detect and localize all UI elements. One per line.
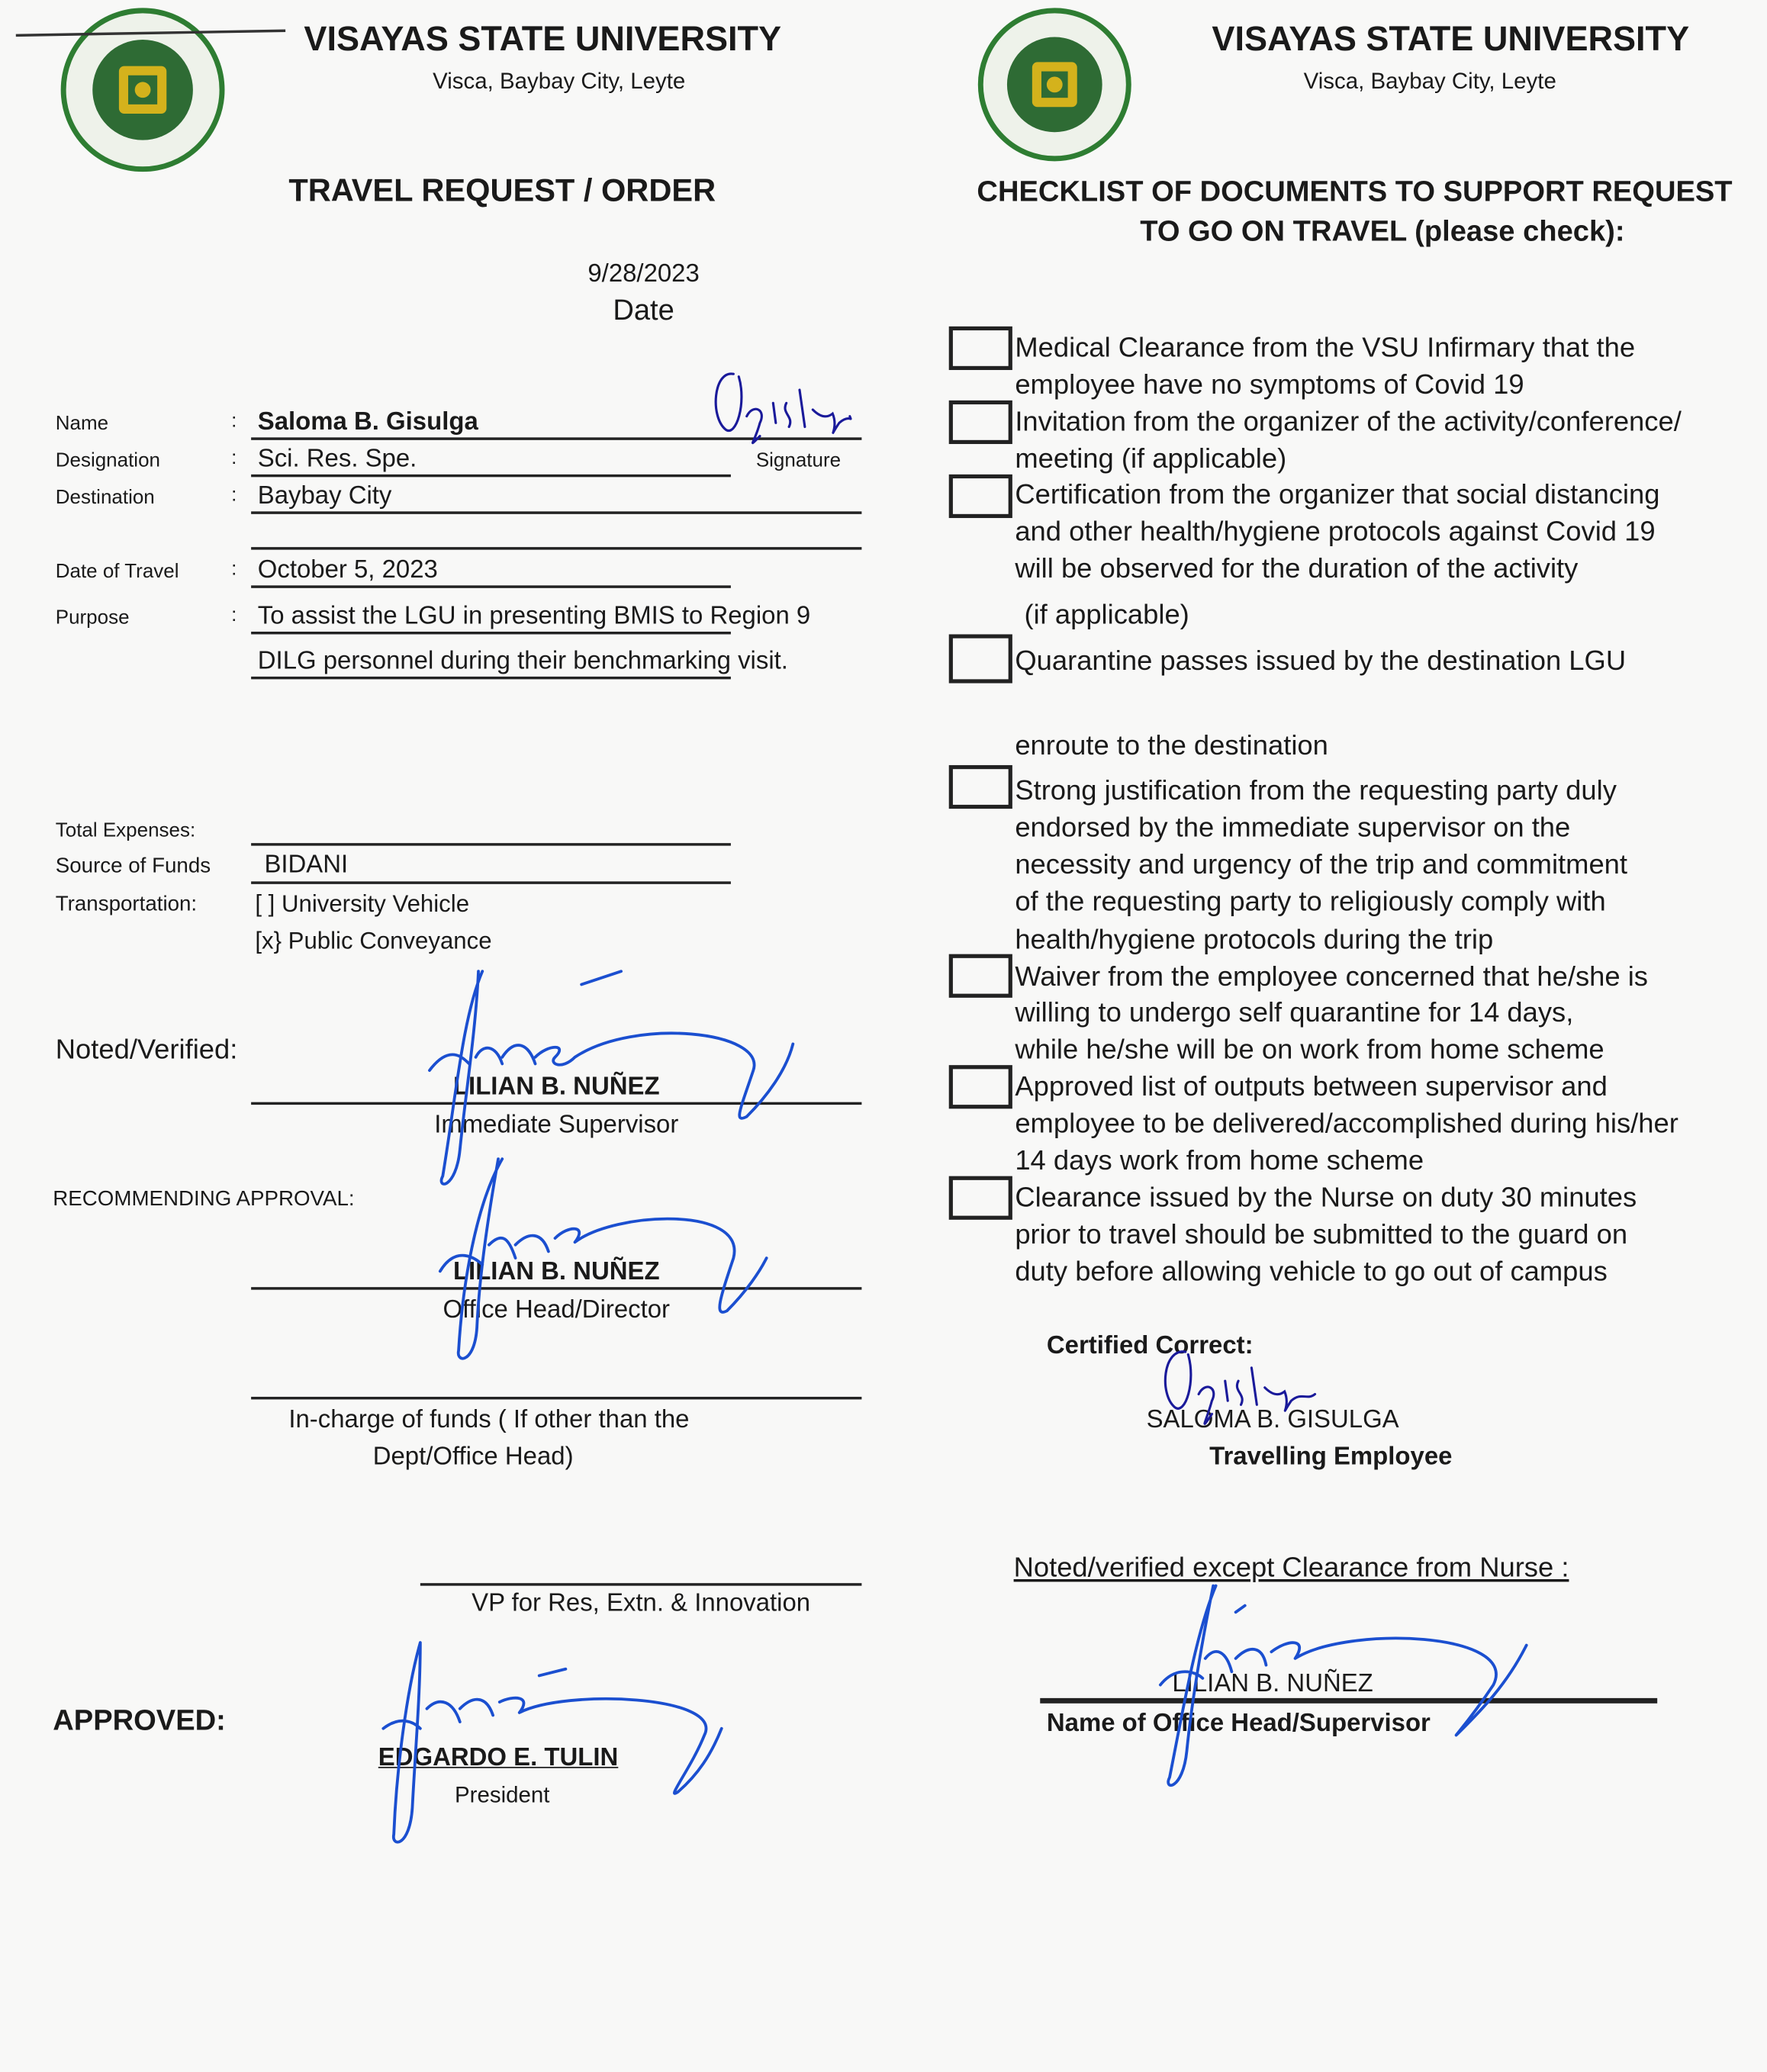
- checklist-item-text: Strong justification from the requesting party duly: [1015, 775, 1617, 806]
- checklist-item-text: Quarantine passes issued by the destination LGU: [1015, 646, 1627, 677]
- colon: :: [231, 557, 237, 581]
- colon: :: [231, 409, 237, 433]
- blank-line: [251, 547, 861, 549]
- certified-correct-label: Certified Correct:: [1046, 1332, 1254, 1360]
- checklist-item-text: meeting (if applicable): [1015, 444, 1287, 475]
- checklist-item-text: and other health/hygiene protocols against Covid 19: [1015, 516, 1656, 548]
- approved-label: APPROVED:: [53, 1703, 226, 1737]
- certified-title: Travelling Employee: [1209, 1443, 1453, 1471]
- name-value: Saloma B. Gisulga: [257, 408, 478, 436]
- university-name-right: VISAYAS STATE UNIVERSITY: [1212, 18, 1690, 59]
- recommending-signatory-name: LILIAN B. NUÑEZ: [452, 1258, 660, 1286]
- transport-public-conveyance: [x} Public Conveyance: [255, 928, 492, 954]
- checklist-item-text: necessity and urgency of the trip and commitment: [1015, 849, 1628, 880]
- destination-line: [251, 511, 861, 513]
- university-seal-right: [970, 8, 1139, 161]
- colon: :: [231, 483, 237, 507]
- name-label: Name: [55, 412, 109, 435]
- vp-signature-line: [420, 1583, 862, 1585]
- office-head-title: Name of Office Head/Supervisor: [1046, 1710, 1431, 1738]
- checklist-item-text: will be observed for the duration of the activity: [1015, 553, 1579, 584]
- checklist-checkbox-justification[interactable]: [949, 765, 1012, 809]
- checklist-item-text: while he/she will be on work from home scheme: [1015, 1034, 1604, 1066]
- vp-title: VP for Res, Extn. & Innovation: [472, 1589, 811, 1618]
- noted-signatory-title: Immediate Supervisor: [434, 1111, 679, 1140]
- form-title: TRAVEL REQUEST / ORDER: [288, 172, 716, 209]
- checklist-checkbox-approved-outputs[interactable]: [949, 1065, 1012, 1108]
- checklist-item-text: (if applicable): [1024, 600, 1189, 631]
- university-name-left: VISAYAS STATE UNIVERSITY: [304, 18, 782, 59]
- signature-nunez-office-head: [1150, 1579, 1533, 1790]
- purpose-value-line1: To assist the LGU in presenting BMIS to Region 9: [257, 602, 811, 631]
- checklist-title-line2: TO GO ON TRAVEL (please check):: [1140, 214, 1625, 247]
- purpose-value-line2: DILG personnel during their benchmarking visit.: [257, 647, 788, 676]
- recommending-signatory-title: Office Head/Director: [443, 1296, 671, 1324]
- checklist-item-text: Clearance issued by the Nurse on duty 30 minutes: [1015, 1182, 1637, 1214]
- checklist-item-text: health/hygiene protocols during the trip: [1015, 925, 1494, 956]
- date-of-travel-label: Date of Travel: [55, 560, 179, 583]
- total-expenses-label: Total Expenses:: [55, 819, 196, 842]
- certified-name: SALOMA B. GISULGA: [1146, 1406, 1399, 1434]
- checklist-item-text: prior to travel should be submitted to the guard on: [1015, 1219, 1628, 1250]
- checklist-item-text: employee to be delivered/accomplished during his/her: [1015, 1108, 1678, 1140]
- checklist-item-text: duty before allowing vehicle to go out of campus: [1015, 1256, 1608, 1288]
- purpose-label: Purpose: [55, 606, 130, 629]
- colon: :: [231, 446, 237, 469]
- transport-university-vehicle: [ ] University Vehicle: [255, 890, 470, 918]
- checklist-item-text: Approved list of outputs between supervisor and: [1015, 1071, 1608, 1102]
- checklist-checkbox-waiver[interactable]: [949, 954, 1012, 998]
- checklist-checkbox-invitation[interactable]: [949, 401, 1012, 444]
- source-of-funds-line: [251, 881, 731, 883]
- noted-signatory-name: LILIAN B. NUÑEZ: [452, 1073, 660, 1101]
- purpose-line1: [251, 632, 731, 634]
- noted-verified-label: Noted/Verified:: [55, 1034, 238, 1066]
- checklist-item-text: Medical Clearance from the VSU Infirmary that the: [1015, 333, 1636, 364]
- checklist-title-line1: CHECKLIST OF DOCUMENTS TO SUPPORT REQUEST: [977, 174, 1733, 208]
- transportation-label: Transportation:: [55, 893, 198, 916]
- designation-line: [251, 475, 731, 477]
- checklist-item-text: endorsed by the immediate supervisor on the: [1015, 812, 1571, 844]
- university-address-right: Visca, Baybay City, Leyte: [1303, 69, 1556, 94]
- request-date-value: 9/28/2023: [587, 260, 700, 288]
- office-head-name: LILIAN B. NUÑEZ: [1172, 1670, 1373, 1698]
- signature-label: Signature: [755, 449, 842, 472]
- signature-nunez-noted: [423, 965, 806, 1176]
- in-charge-title-line2: Dept/Office Head): [372, 1443, 574, 1471]
- checklist-item-text: of the requesting party to religiously comply with: [1015, 886, 1606, 918]
- checklist-checkbox-certification[interactable]: [949, 475, 1012, 518]
- source-of-funds-value: BIDANI: [264, 851, 349, 879]
- checklist-item-text: enroute to the destination: [1015, 730, 1328, 761]
- in-charge-title-line1: In-charge of funds ( If other than the: [288, 1406, 690, 1434]
- checklist-item-text: Waiver from the employee concerned that he/she is: [1015, 962, 1648, 993]
- date-of-travel-line: [251, 585, 731, 587]
- in-charge-signature-line: [251, 1397, 861, 1399]
- signature-tulin: [381, 1636, 731, 1847]
- designation-label: Designation: [55, 449, 160, 472]
- checklist-checkbox-quarantine-passes[interactable]: [949, 634, 1012, 683]
- noted-except-nurse-label: Noted/verified except Clearance from Nurse :: [1013, 1552, 1569, 1584]
- destination-value: Baybay City: [257, 482, 392, 510]
- checklist-item-text: Certification from the organizer that social distancing: [1015, 479, 1660, 510]
- approver-name: EDGARDO E. TULIN: [378, 1744, 619, 1772]
- purpose-line2: [251, 677, 731, 679]
- colon: :: [231, 603, 237, 627]
- date-of-travel-value: October 5, 2023: [257, 556, 438, 584]
- source-of-funds-label: Source of Funds: [55, 854, 211, 878]
- approver-title: President: [455, 1782, 550, 1808]
- recommending-approval-label: RECOMMENDING APPROVAL:: [53, 1188, 355, 1211]
- total-expenses-line: [251, 843, 731, 845]
- destination-label: Destination: [55, 486, 155, 509]
- checklist-item-text: willing to undergo self quarantine for 14 days,: [1015, 997, 1574, 1028]
- checklist-checkbox-nurse-clearance[interactable]: [949, 1176, 1012, 1220]
- checklist-item-text: Invitation from the organizer of the activity/conference/: [1015, 407, 1682, 438]
- designation-value: Sci. Res. Spe.: [257, 445, 417, 474]
- university-address-left: Visca, Baybay City, Leyte: [433, 69, 686, 94]
- request-date-label: Date: [613, 293, 674, 327]
- signature-gisulga-certified: [1157, 1341, 1328, 1440]
- signature-nunez-recommending: [430, 1152, 773, 1363]
- signature-gisulga: [707, 363, 866, 455]
- checklist-item-text: employee have no symptoms of Covid 19: [1015, 370, 1524, 401]
- checklist-item-text: 14 days work from home scheme: [1015, 1145, 1424, 1176]
- checklist-checkbox-medical-clearance[interactable]: [949, 327, 1012, 370]
